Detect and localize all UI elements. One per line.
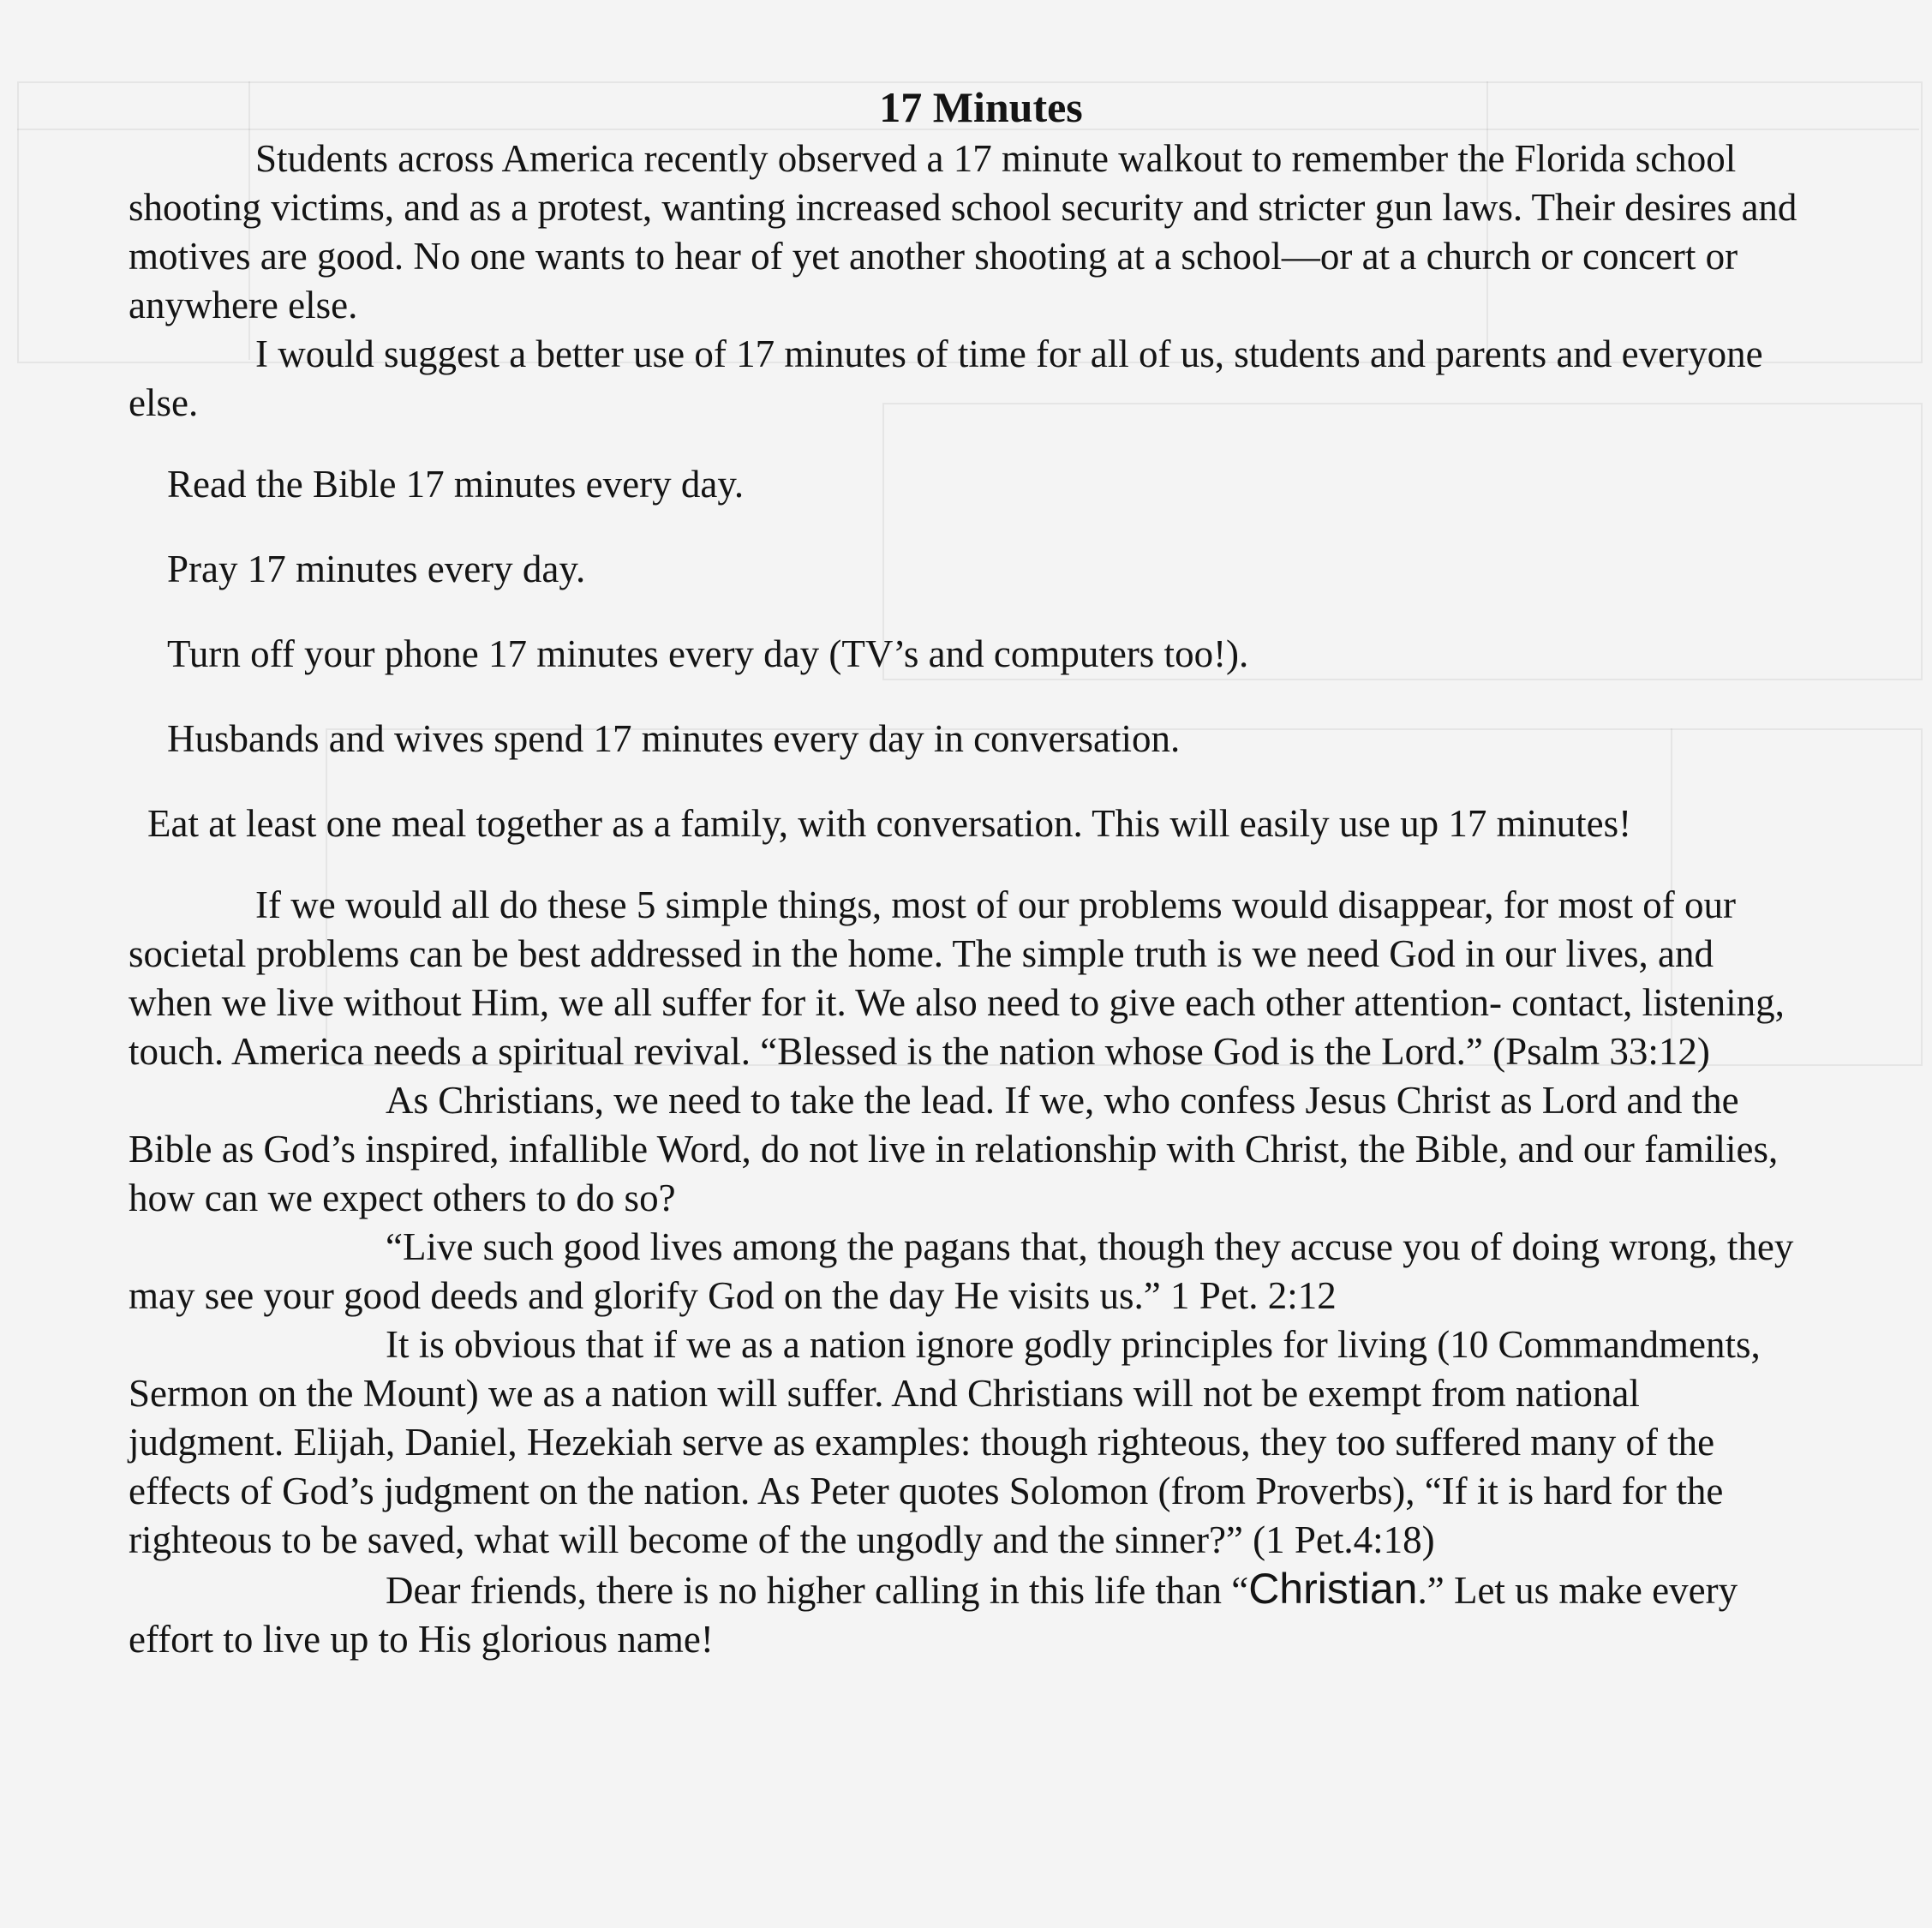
intro-paragraph: Students across America recently observed a 17 minute walkout to remember the Florida school shooting victims, and as a protest, wanting increased school security and stricter gun laws. Their desires and motives are good. No one wants to hear of yet another shooting at a school—or at a church or concert or anywhere else. xyxy=(129,137,1797,326)
final-paragraph-text: .” Let us make every effort to live up to His glorious name! xyxy=(129,1569,1738,1661)
article xyxy=(129,81,1799,1664)
suggestion-item: Turn off your phone 17 minutes every day (TV’s and computers too!). xyxy=(167,632,1249,675)
article-title: 17 Minutes xyxy=(879,83,1083,131)
suggestion-item: Pray 17 minutes every day. xyxy=(167,548,586,590)
closing-paragraph: It is obvious that if we as a nation ignore godly principles for living (10 Commandments, Sermon on the Mount) we as a nation will suffer. And Christians will not be exempt from national judgment. Elijah, Daniel, Hezekiah serve as examples: though righteous, they too suffered many of the effects of God’s judgment on the nation. As Peter quotes Solomon (from Proverbs), “If it is hard for the righteous to be saved, what will become of the ungodly and the sinner?” (1 Pet.4:18) xyxy=(129,1323,1761,1561)
final-paragraph xyxy=(129,1565,1799,1664)
closing-paragraph: As Christians, we need to take the lead. If we, who confess Jesus Christ as Lord and the Bible as God’s inspired, infallible Word, do not live in relationship with Christ, the Bible, and our families, how can we expect others to do so? xyxy=(129,1079,1779,1219)
final-paragraph-text: Dear friends, there is no higher calling in this life than “ xyxy=(386,1569,1249,1612)
suggestion-item: Husbands and wives spend 17 minutes every day in conversation. xyxy=(167,717,1181,760)
suggestion-item: Eat at least one meal together as a family, with conversation. This will easily use up 17 minutes! xyxy=(147,802,1632,845)
scripture-quote: “Live such good lives among the pagans that, though they accuse you of doing wrong, they may see your good deeds and glorify God on the day He visits us.” 1 Pet. 2:12 xyxy=(129,1225,1794,1317)
body-paragraph: If we would all do these 5 simple things, most of our problems would disappear, for most of our societal problems can be best addressed in the home. The simple truth is we need God in our lives, and when we live without Him, we all suffer for it. We also need to give each other attention- contact, listening, touch. America needs a spiritual revival. “Blessed is the nation whose God is the Lord.” (Psalm 33:12) xyxy=(129,883,1785,1073)
suggestion-item: Read the Bible 17 minutes every day. xyxy=(167,463,745,506)
intro-paragraph: I would suggest a better use of 17 minutes of time for all of us, students and parents and everyone else. xyxy=(129,332,1763,424)
emphasized-word: Christian xyxy=(1248,1565,1418,1613)
